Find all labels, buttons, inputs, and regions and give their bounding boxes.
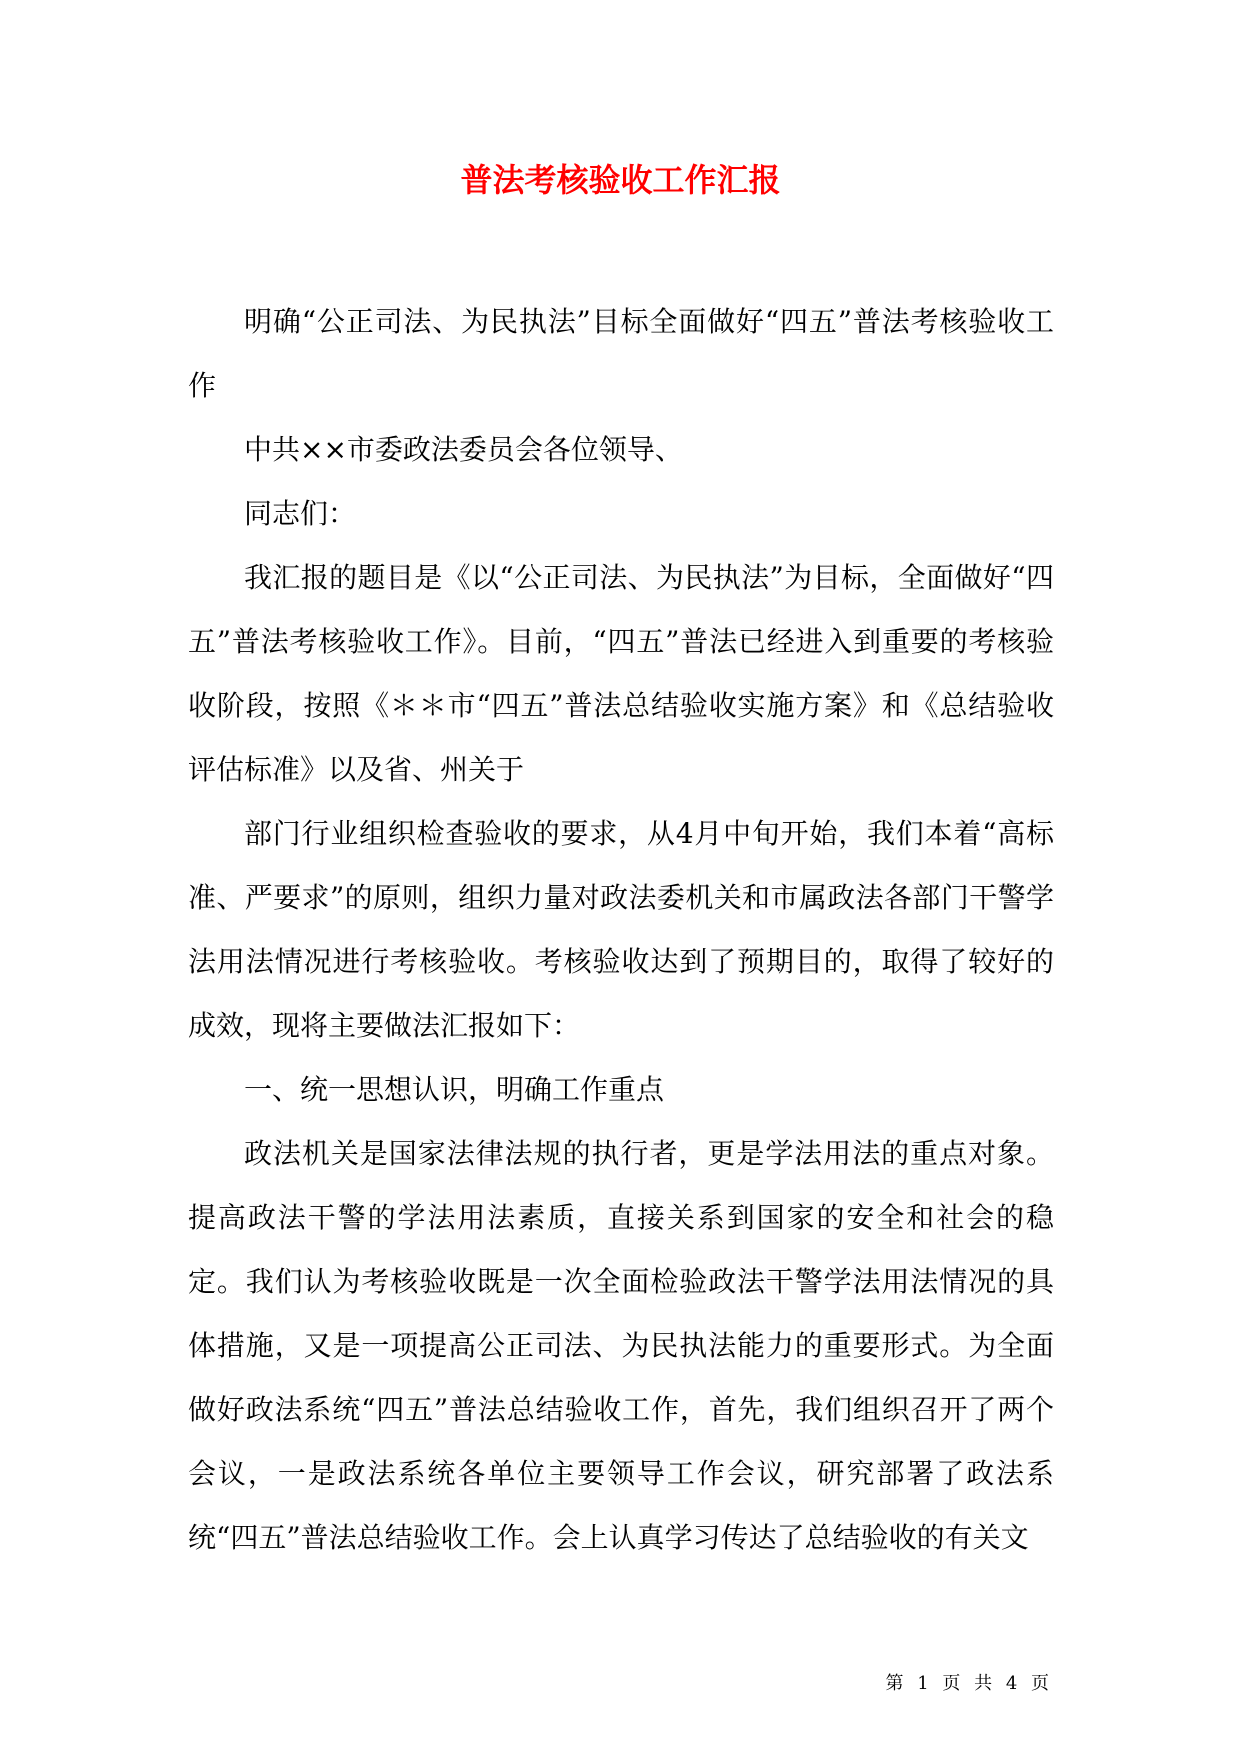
paragraph: 明确“公正司法、为民执法”目标全面做好“四五”普法考核验收工作: [188, 305, 1054, 402]
paragraph: 政法机关是国家法律法规的执行者，更是学法用法的重点对象。提高政法干警的学法用法素质，直接关系到国家的安全和社会的稳定。我们认为考核验收既是一次全面检验政法干警学法用法情况的具体措施，又是一项提高公正司法、为民执法能力的重要形式。为全面做好政法系统“四五”普法总结验收工作，首先，我们组织召开了两个会议，一是政法系统各单位主要领导工作会议，研究部署了政法系统“四五”普法总结验收工作。会上认真学习传达了总结验收的有关文: [188, 1137, 1054, 1554]
paragraph: 同志们：: [244, 497, 357, 530]
page-number-footer: 第 1 页 共 4 页: [885, 1673, 1053, 1694]
paragraph: 一、统一思想认识，明确工作重点: [244, 1073, 665, 1106]
document-title: 普法考核验收工作汇报: [460, 161, 781, 199]
document-body: [188, 290, 1054, 1570]
paragraph: 我汇报的题目是《以“公正司法、为民执法”为目标，全面做好“四五”普法考核验收工作》。目前，“四五”普法已经进入到重要的考核验收阶段，按照《＊＊市“四五”普法总结验收实施方案》和《总结验收评估标准》以及省、州关于: [188, 561, 1054, 786]
paragraph: 中共××市委政法委员会各位领导、: [244, 433, 683, 466]
paragraph: 部门行业组织检查验收的要求，从4月中旬开始，我们本着“高标准、严要求”的原则，组织力量对政法委机关和市属政法各部门干警学法用法情况进行考核验收。考核验收达到了预期目的，取得了较好的成效，现将主要做法汇报如下：: [188, 817, 1054, 1042]
